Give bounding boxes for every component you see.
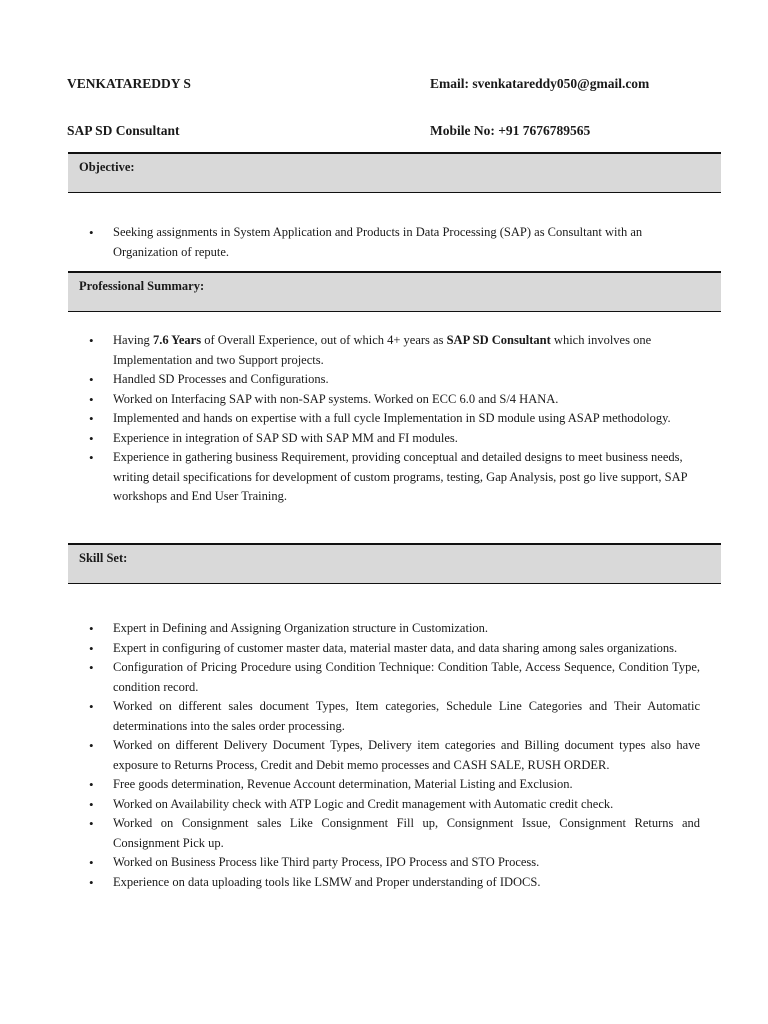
years-experience: 7.6 Years bbox=[152, 333, 202, 347]
list-item: • Experience in integration of SAP SD with SAP MM and FI modules. bbox=[113, 429, 700, 449]
summary-list bbox=[68, 331, 700, 507]
list-item: • Worked on Availability check with ATP Logic and Credit management with Automatic credit check. bbox=[113, 795, 700, 815]
list-item: • Free goods determination, Revenue Account determination, Material Listing and Exclusion. bbox=[113, 775, 700, 795]
list-item: • Experience in gathering business Requirement, providing conceptual and detailed designs to meet business needs, writing detail specifications for development of custom programs, testing, Gap Analysis, post go live support, SAP workshops and End User Training. bbox=[113, 448, 700, 507]
skill-list bbox=[68, 619, 700, 892]
list-item: • Experience on data uploading tools like LSMW and Proper understanding of IDOCS. bbox=[113, 873, 700, 893]
job-title: SAP SD Consultant bbox=[67, 123, 180, 138]
list-item: • Worked on different sales document Types, Item categories, Schedule Line Categories and Their Automatic determinations into the sales order processing. bbox=[113, 697, 700, 736]
list-item: • Implemented and hands on expertise with a full cycle Implementation in SD module using ASAP methodology. bbox=[113, 409, 700, 429]
section-heading-professional-summary: Professional Summary: bbox=[68, 271, 721, 312]
objective-list bbox=[68, 223, 700, 262]
list-item: • Worked on different Delivery Document Types, Delivery item categories and Billing document types also have exposure to Returns Process, Credit and Debit memo processes and CASH SALE, RUSH ORDER. bbox=[113, 736, 700, 775]
list-item: • Worked on Business Process like Third party Process, IPO Process and STO Process. bbox=[113, 853, 700, 873]
list-item: • Seeking assignments in System Application and Products in Data Processing (SAP) as Consultant with an Organization of repute. bbox=[113, 223, 700, 262]
list-item: • Expert in configuring of customer master data, material master data, and data sharing among sales organizations. bbox=[113, 639, 700, 659]
list-item: • Having 7.6 Years of Overall Experience, out of which 4+ years as SAP SD Consultant which involves one Implementation and two Support projects. bbox=[113, 331, 700, 370]
role-highlight: SAP SD Consultant bbox=[446, 333, 551, 347]
list-item: • Configuration of Pricing Procedure using Condition Technique: Condition Table, Access Sequence, Condition Type, condition record. bbox=[113, 658, 700, 697]
list-item: • Worked on Interfacing SAP with non-SAP systems. Worked on ECC 6.0 and S/4 HANA. bbox=[113, 390, 700, 410]
section-heading-objective: Objective: bbox=[68, 152, 721, 193]
candidate-name: VENKATAREDDY S bbox=[67, 76, 191, 91]
list-item: • Worked on Consignment sales Like Consignment Fill up, Consignment Issue, Consignment Returns and Consignment Pick up. bbox=[113, 814, 700, 853]
section-heading-skill-set: Skill Set: bbox=[68, 543, 721, 584]
mobile-line: Mobile No: +91 7676789565 bbox=[430, 123, 591, 138]
list-item: • Handled SD Processes and Configurations. bbox=[113, 370, 700, 390]
list-item: • Expert in Defining and Assigning Organization structure in Customization. bbox=[113, 619, 700, 639]
email-line: Email: svenkatareddy050@gmail.com bbox=[430, 76, 650, 91]
